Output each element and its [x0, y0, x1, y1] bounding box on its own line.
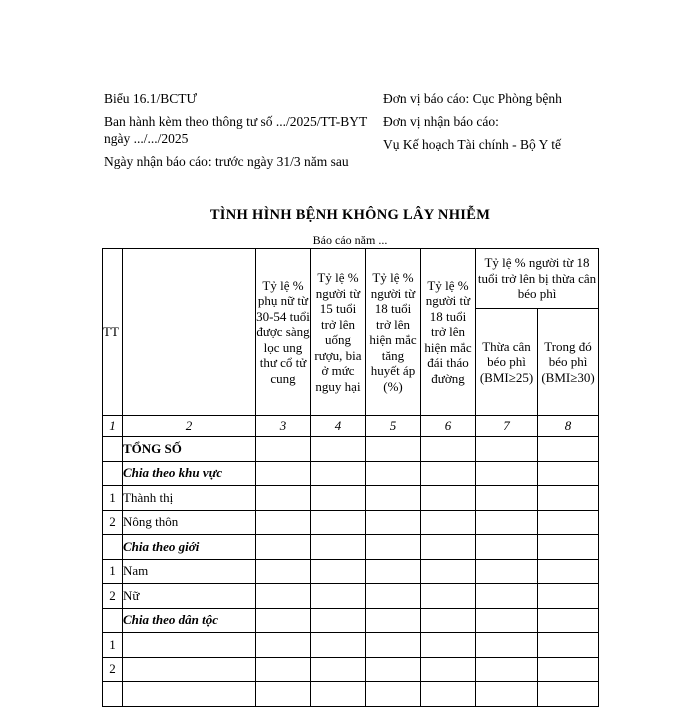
data-cell[interactable] — [256, 584, 311, 609]
row-tt: 1 — [103, 486, 123, 511]
col-number: 4 — [311, 416, 366, 437]
data-cell[interactable] — [421, 633, 476, 658]
table-row — [103, 682, 599, 707]
data-cell[interactable] — [311, 559, 366, 584]
col-number: 5 — [366, 416, 421, 437]
data-cell[interactable] — [256, 437, 311, 462]
report-subtitle: Báo cáo năm ... — [312, 233, 388, 247]
data-cell[interactable] — [311, 633, 366, 658]
data-cell[interactable] — [421, 584, 476, 609]
data-cell[interactable] — [256, 461, 311, 486]
data-cell[interactable] — [256, 535, 311, 560]
data-cell[interactable] — [311, 535, 366, 560]
row-label: Chia theo giới — [123, 535, 256, 560]
data-cell[interactable] — [538, 486, 599, 511]
data-cell[interactable] — [538, 461, 599, 486]
table-row — [103, 559, 599, 584]
data-cell[interactable] — [366, 486, 421, 511]
data-cell[interactable] — [421, 657, 476, 682]
row-tt: 1 — [103, 559, 123, 584]
col-number: 1 — [103, 416, 123, 437]
data-cell[interactable] — [538, 682, 599, 707]
table-row-group-ethnicity — [103, 608, 599, 633]
col-number: 3 — [256, 416, 311, 437]
data-cell[interactable] — [366, 682, 421, 707]
row-label — [123, 633, 256, 658]
col78-group-header: Tỷ lệ % người từ 18 tuổi trở lên bị thừa cân béo phì — [476, 249, 599, 309]
receive-date: Ngày nhận báo cáo: trước ngày 31/3 năm sau — [104, 154, 349, 169]
data-cell[interactable] — [311, 437, 366, 462]
data-cell[interactable] — [256, 559, 311, 584]
row-label — [123, 682, 256, 707]
data-cell[interactable] — [476, 584, 538, 609]
reporting-unit: Đơn vị báo cáo: Cục Phòng bệnh — [383, 91, 562, 106]
data-cell[interactable] — [476, 486, 538, 511]
col-number: 8 — [538, 416, 599, 437]
row-label: Nông thôn — [123, 510, 256, 535]
label-header — [123, 249, 256, 416]
row-label: Chia theo khu vực — [123, 461, 256, 486]
report-title: TÌNH HÌNH BỆNH KHÔNG LÂY NHIỄM — [209, 207, 491, 223]
data-cell[interactable] — [256, 682, 311, 707]
report-table — [102, 248, 599, 707]
data-cell[interactable] — [311, 657, 366, 682]
col5-header: Tỷ lệ % người từ 18 tuổi trở lên hiện mắc tăng huyết áp (%) — [366, 249, 421, 416]
col7-header: Thừa cân béo phì (BMI≥25) — [476, 309, 538, 416]
data-cell[interactable] — [256, 510, 311, 535]
data-cell[interactable] — [366, 584, 421, 609]
row-tt: 2 — [103, 510, 123, 535]
data-cell[interactable] — [366, 535, 421, 560]
table-row-total — [103, 437, 599, 462]
data-cell[interactable] — [256, 486, 311, 511]
data-cell[interactable] — [366, 657, 421, 682]
data-cell[interactable] — [421, 510, 476, 535]
row-tt: 2 — [103, 584, 123, 609]
data-cell[interactable] — [476, 437, 538, 462]
row-label: Nữ — [123, 584, 256, 609]
data-cell[interactable] — [366, 633, 421, 658]
column-number-row — [103, 416, 599, 437]
data-cell[interactable] — [366, 559, 421, 584]
row-label: TỔNG SỐ — [123, 437, 256, 462]
row-tt — [103, 535, 123, 560]
data-cell[interactable] — [538, 510, 599, 535]
data-cell[interactable] — [538, 608, 599, 633]
circular-reference: Ban hành kèm theo thông tư số .../2025/TT-BYT ngày .../.../2025 — [104, 114, 368, 146]
receiving-unit-label: Đơn vị nhận báo cáo: — [383, 114, 499, 129]
table-row — [103, 633, 599, 658]
data-cell[interactable] — [476, 682, 538, 707]
data-cell[interactable] — [421, 486, 476, 511]
data-cell[interactable] — [476, 608, 538, 633]
row-label: Nam — [123, 559, 256, 584]
col6-header: Tỷ lệ % người từ 18 tuổi trở lên hiện mắc đái tháo đường — [421, 249, 476, 416]
data-cell[interactable] — [366, 461, 421, 486]
data-cell[interactable] — [476, 535, 538, 560]
col-number: 7 — [476, 416, 538, 437]
form-code: Biểu 16.1/BCTƯ — [104, 91, 197, 106]
table-row-group-area — [103, 461, 599, 486]
row-tt — [103, 608, 123, 633]
col4-header: Tỷ lệ % người từ 15 tuổi trở lên uống rượu, bia ở mức nguy hại — [311, 249, 366, 416]
col-number: 2 — [123, 416, 256, 437]
row-label: Thành thị — [123, 486, 256, 511]
data-cell[interactable] — [421, 608, 476, 633]
table-row — [103, 510, 599, 535]
data-cell[interactable] — [538, 559, 599, 584]
table-row — [103, 584, 599, 609]
data-cell[interactable] — [311, 682, 366, 707]
row-tt: 2 — [103, 657, 123, 682]
data-cell[interactable] — [366, 510, 421, 535]
data-cell[interactable] — [476, 510, 538, 535]
data-cell[interactable] — [366, 437, 421, 462]
data-cell[interactable] — [311, 461, 366, 486]
data-cell[interactable] — [476, 657, 538, 682]
header-left — [104, 90, 372, 176]
col8-header: Trong đó béo phì (BMI≥30) — [538, 309, 599, 416]
data-cell[interactable] — [538, 437, 599, 462]
receiving-unit: Vụ Kế hoạch Tài chính - Bộ Y tế — [383, 137, 561, 152]
table-row — [103, 486, 599, 511]
data-cell[interactable] — [538, 535, 599, 560]
data-cell[interactable] — [476, 559, 538, 584]
data-cell[interactable] — [311, 608, 366, 633]
data-cell[interactable] — [256, 657, 311, 682]
row-label — [123, 657, 256, 682]
data-cell[interactable] — [256, 633, 311, 658]
data-cell[interactable] — [538, 657, 599, 682]
data-cell[interactable] — [421, 535, 476, 560]
row-label: Chia theo dân tộc — [123, 608, 256, 633]
row-tt — [103, 437, 123, 462]
data-cell[interactable] — [366, 608, 421, 633]
data-cell[interactable] — [538, 584, 599, 609]
col3-header: Tỷ lệ % phụ nữ từ 30-54 tuổi được sàng lọc ung thư cổ tử cung — [256, 249, 311, 416]
table-row — [103, 657, 599, 682]
data-cell[interactable] — [311, 486, 366, 511]
data-cell[interactable] — [421, 461, 476, 486]
col-number: 6 — [421, 416, 476, 437]
data-cell[interactable] — [476, 633, 538, 658]
data-cell[interactable] — [256, 608, 311, 633]
data-cell[interactable] — [311, 510, 366, 535]
data-cell[interactable] — [421, 437, 476, 462]
row-tt: 1 — [103, 633, 123, 658]
data-cell[interactable] — [311, 584, 366, 609]
tt-header: TT — [103, 249, 123, 416]
row-tt — [103, 461, 123, 486]
table-row-group-gender — [103, 535, 599, 560]
header-right — [383, 90, 613, 159]
row-tt — [103, 682, 123, 707]
data-cell[interactable] — [421, 559, 476, 584]
data-cell[interactable] — [476, 461, 538, 486]
data-cell[interactable] — [421, 682, 476, 707]
data-cell[interactable] — [538, 633, 599, 658]
